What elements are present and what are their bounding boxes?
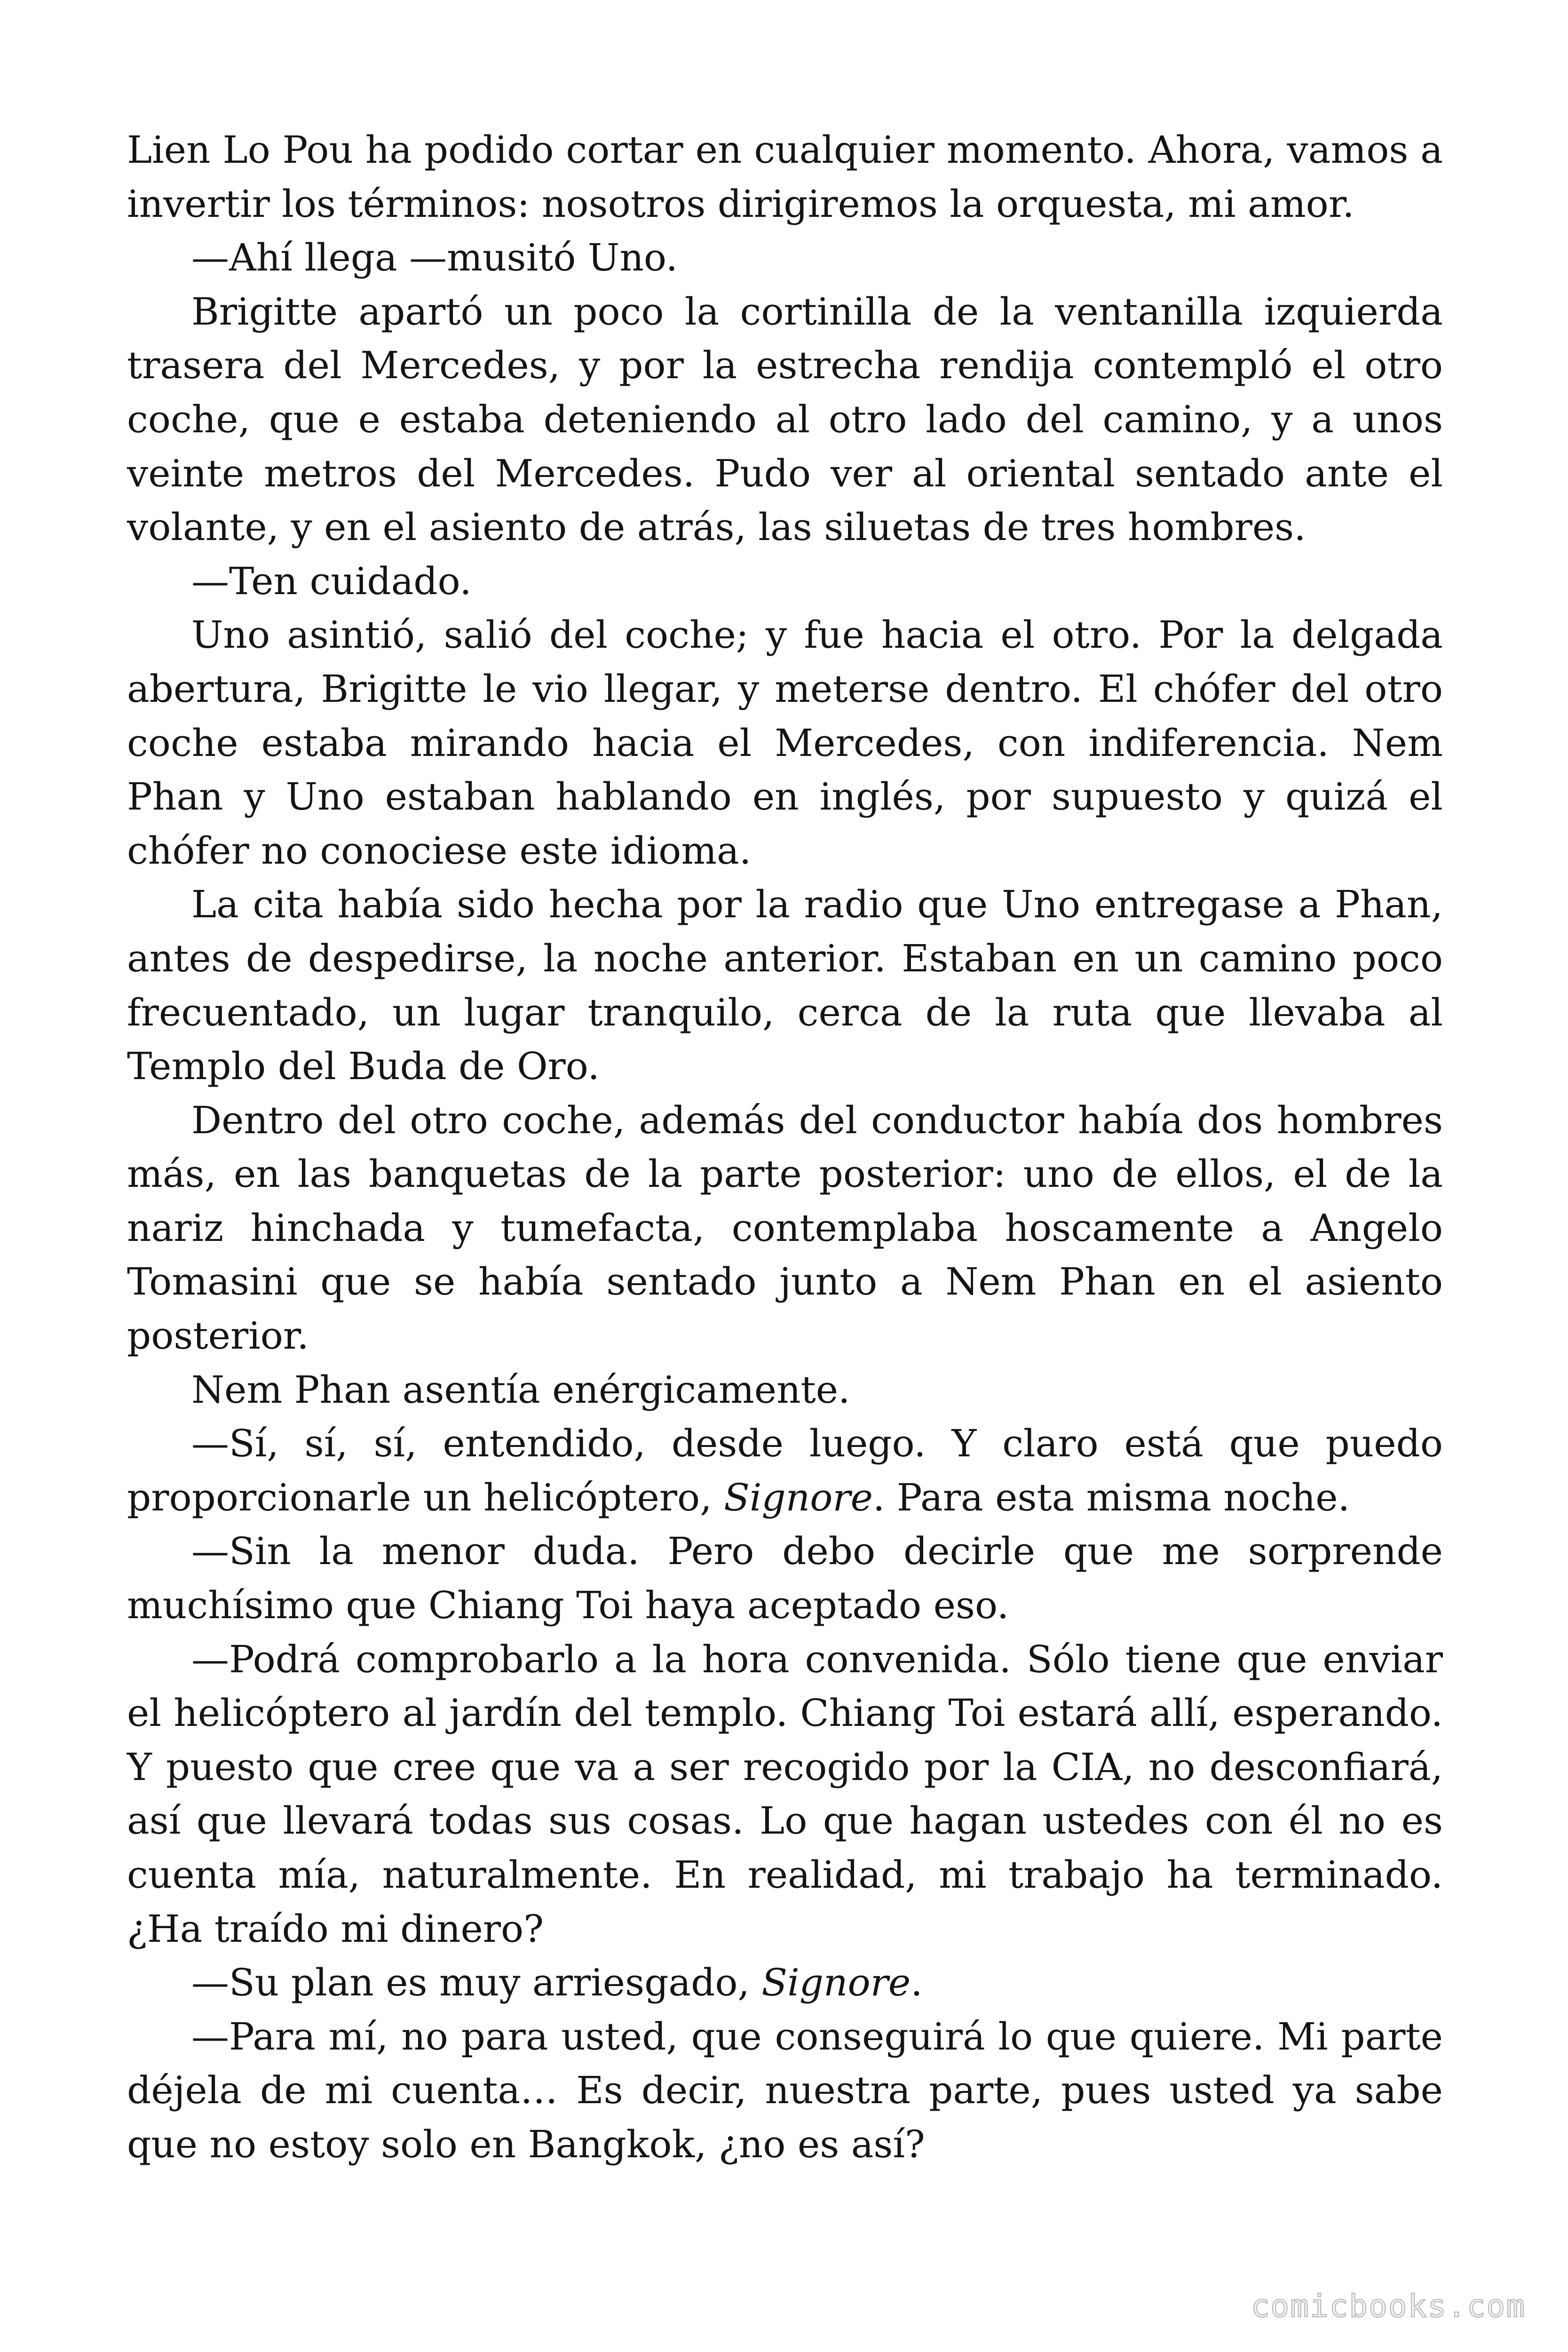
text-segment: . xyxy=(911,1961,923,2005)
text-segment: —Ahí llega —musitó Uno. xyxy=(191,236,678,280)
text-segment-italic: Signore xyxy=(761,1961,911,2005)
book-page-text xyxy=(127,123,1443,2172)
paragraph-2 xyxy=(127,231,1443,285)
text-segment: Nem Phan asentía enérgicamente. xyxy=(191,1367,850,1412)
paragraph-6 xyxy=(127,878,1443,1093)
paragraph-10 xyxy=(127,1525,1443,1632)
paragraph-5 xyxy=(127,608,1443,878)
text-segment: Lien Lo Pou ha podido cortar en cualquier momento. Ahora, vamos a invertir los términos: nosotros dirigiremos la orquesta, mi amor. xyxy=(127,128,1443,226)
paragraph-12 xyxy=(127,1956,1443,2010)
paragraph-13 xyxy=(127,2010,1443,2172)
paragraph-1 xyxy=(127,123,1443,231)
paragraph-8 xyxy=(127,1363,1443,1417)
text-segment: Uno asintió, salió del coche; y fue hacia el otro. Por la delgada abertura, Brigitte le vio llegar, y meterse dentro. El chófer del otro coche estaba mirando hacia el Mercedes, con indiferencia. Nem Phan y Uno estaban hablando en inglés, por supuesto y quizá el chófer no conociese este idioma. xyxy=(127,613,1443,873)
paragraph-4 xyxy=(127,555,1443,609)
text-segment: —Sí, sí, sí, entendido, desde luego. Y claro está que puedo proporcionarle un helicóptero, xyxy=(127,1422,1443,1519)
paragraph-3 xyxy=(127,285,1443,555)
site-watermark: comicbooks.com xyxy=(1251,2288,1526,2324)
text-segment: . Para esta misma noche. xyxy=(872,1475,1350,1519)
text-segment: —Sin la menor duda. Pero debo decirle que me sorprende muchísimo que Chiang Toi haya aceptado eso. xyxy=(127,1529,1443,1628)
text-segment: Brigitte apartó un poco la cortinilla de la ventanilla izquierda trasera del Mercedes, y por la estrecha rendija contempló el otro coche, que e estaba deteniendo al otro lado del camino, y a unos veinte metros del Mercedes. Pudo ver al oriental sentado ante el volante, y en el asiento de atrás, las siluetas de tres hombres. xyxy=(127,289,1443,549)
text-segment: Dentro del otro coche, además del conductor había dos hombres más, en las banquetas de la parte posterior: uno de ellos, el de la nariz hinchada y tumefacta, contemplaba hoscamente a Angelo Tomasini que se había sentado junto a Nem Phan en el asiento posterior. xyxy=(127,1098,1443,1358)
text-segment: —Ten cuidado. xyxy=(191,559,472,603)
text-segment: —Su plan es muy arriesgado, xyxy=(191,1961,762,2005)
text-segment: —Para mí, no para usted, que conseguirá lo que quiere. Mi parte déjela de mi cuenta… Es decir, nuestra parte, pues usted ya sabe que no estoy solo en Bangkok, ¿no es así? xyxy=(127,2014,1443,2166)
paragraph-11 xyxy=(127,1633,1443,1956)
text-segment-italic: Signore xyxy=(724,1475,873,1519)
text-segment: —Podrá comprobarlo a la hora convenida. Sólo tiene que enviar el helicóptero al jardín del templo. Chiang Toi estará allí, esperando. Y puesto que cree que va a ser recogido por la CIA, no desconfiará, así que llevará todas sus cosas. Lo que hagan ustedes con él no es cuenta mía, naturalmente. En realidad, mi trabajo ha terminado. ¿Ha traído mi dinero? xyxy=(127,1637,1443,1951)
paragraph-7 xyxy=(127,1094,1443,1363)
text-segment: La cita había sido hecha por la radio que Uno entregase a Phan, antes de despedirse, la noche anterior. Estaban en un camino poco frecuentado, un lugar tranquilo, cerca de la ruta que llevaba al Templo del Buda de Oro. xyxy=(127,882,1443,1089)
paragraph-9 xyxy=(127,1417,1443,1525)
